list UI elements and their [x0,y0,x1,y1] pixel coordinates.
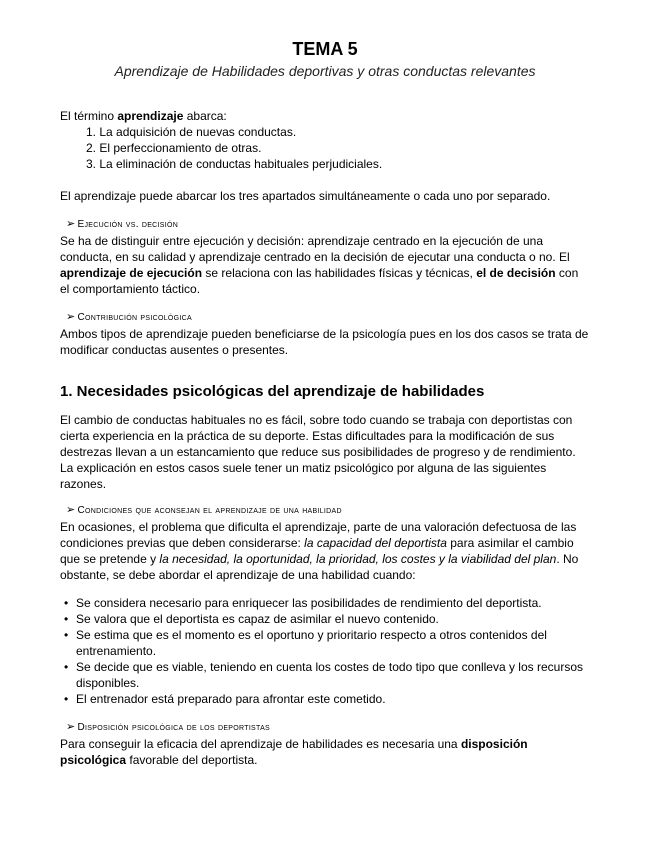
text-span: . No obstante, se debe abordar el aprendizaje de una habilidad cuando: [60,552,579,582]
list-item: • Se considera necesario para enriquecer las posibilidades de rendimiento del deportista. [76,595,590,611]
list-item: • El entrenador está preparado para afrontar este cometido. [76,691,590,707]
intro-term: aprendizaje [117,109,184,123]
condiciones-bullet-list [60,595,590,707]
list-item: • Se valora que el deportista es capaz de asimilar el nuevo contenido. [76,611,590,627]
arrow-bullet-icon: ➢ [66,721,76,733]
intro-paragraph [60,108,590,124]
intro-list [60,124,590,172]
text-span: para asimilar el cambio que se pretende y [60,536,574,566]
document-page [60,38,590,768]
intro-pre: El término [60,109,118,123]
list-item: • Se estima que es el momento es el oportuno y prioritario respecto a otros contenidos del entrenamiento. [76,627,590,659]
heading-text: Ejecución vs. decisión [77,219,179,230]
bold-term: el de decisión [476,266,556,280]
list-item: 1. La adquisición de nuevas conductas. [86,125,297,139]
italic-term: la capacidad del deportista [304,536,447,550]
heading-ejecucion [60,216,590,233]
page-title: TEMA 5 [292,39,358,59]
text-span: con el comportamiento táctico. [60,266,579,296]
intro-post: abarca: [183,109,227,123]
italic-term: la necesidad, la oportunidad, la prioridad, los costes y la viabilidad del plan [159,552,557,566]
arrow-bullet-icon: ➢ [66,218,76,230]
arrow-bullet-icon: ➢ [66,311,76,323]
arrow-bullet-icon: ➢ [66,504,76,516]
text-span: favorable del deportista. [126,753,258,767]
heading-disposicion [60,719,590,736]
contribucion-paragraph: Ambos tipos de aprendizaje pueden beneficiarse de la psicología pues en los dos casos se trata de modificar conductas ausentes o presentes. [60,327,589,357]
intro-note: El aprendizaje puede abarcar los tres apartados simultáneamente o cada uno por separado. [60,189,551,203]
list-item: 3. La eliminación de conductas habituales perjudiciales. [86,157,383,171]
text-span: Para conseguir la eficacia del aprendizaje de habilidades es necesaria una [60,737,461,751]
heading-text: Contribución psicológica [77,312,192,323]
heading-text: Condiciones que aconsejan el aprendizaje de una habilidad [77,505,342,516]
condiciones-paragraph [60,519,590,583]
text-span: se relaciona con las habilidades físicas y técnicas, [202,266,477,280]
disposicion-paragraph [60,736,590,768]
page-subtitle: Aprendizaje de Habilidades deportivas y otras conductas relevantes [114,63,536,79]
heading-text: Disposición psicológica de los deportistas [77,722,271,733]
bold-term: aprendizaje de ejecución [60,266,203,280]
text-span: Se ha de distinguir entre ejecución y decisión: aprendizaje centrado en la ejecución de una conducta, en su calidad y aprendizaje centrado en la decisión de ejecutar una conducta o no. El [60,234,570,264]
heading-condiciones [60,502,590,519]
ejecucion-paragraph [60,233,590,297]
list-item: • Se decide que es viable, teniendo en cuenta los costes de todo tipo que conlleva y los recursos disponibles. [76,659,590,691]
section1-paragraph: El cambio de conductas habituales no es fácil, sobre todo cuando se trabaja con deportistas con cierta experiencia en la práctica de su deporte. Estas dificultades para la modificación de sus destrezas llevan a un estancamiento que reduce sus posibilidades de progreso y de rendimiento. La explicación en estos casos suele tener un matiz psicológico por alguna de las siguientes razones. [60,413,576,491]
section-heading: 1. Necesidades psicológicas del aprendizaje de habilidades [60,383,485,400]
bold-term: disposición psicológica [60,737,528,767]
text-span: En ocasiones, el problema que dificulta el aprendizaje, parte de una valoración defectuosa de las condiciones previas que deben considerarse: [60,520,577,550]
heading-contribucion [60,309,590,326]
list-item: 2. El perfeccionamiento de otras. [86,141,262,155]
